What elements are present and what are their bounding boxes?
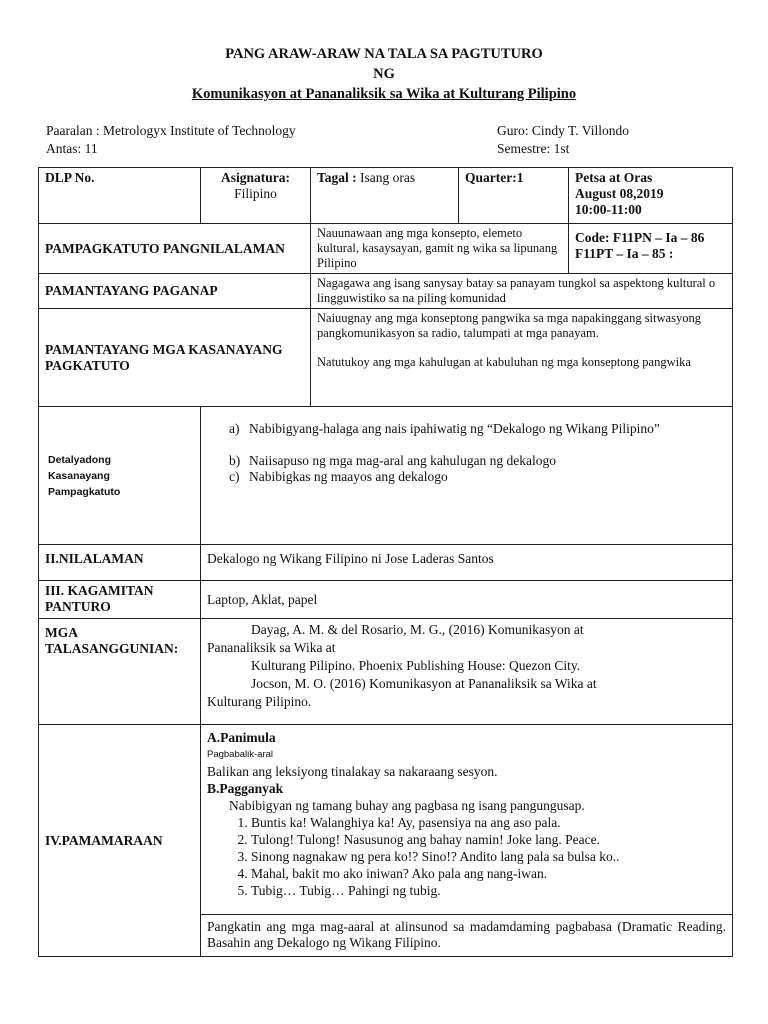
subject-label: Asignatura: xyxy=(220,170,290,185)
table-row xyxy=(39,168,733,224)
references-cell xyxy=(201,619,733,725)
references-label-cell xyxy=(39,619,201,725)
objective-a: Nabibigyang-halaga ang nais ipahiwatig ng “Dekalogo ng Wikang Pilipino” xyxy=(249,421,660,436)
lesson-plan-table xyxy=(38,167,733,957)
introduction-heading: A.Panimula xyxy=(207,730,276,745)
list-item: 5. Tubig… Tubig… Pahingi ng tubig. xyxy=(251,882,726,899)
procedure-label-cell xyxy=(39,725,201,957)
table-row xyxy=(39,725,733,915)
list-item: a) Nabibigyang-halaga ang nais ipahiwatig ng “Dekalogo ng Wikang Pilipino” xyxy=(229,421,660,436)
teacher-field: Guro: Cindy T. Villondo xyxy=(497,123,629,138)
quarter-label: Quarter:1 xyxy=(465,170,524,185)
objectives-cell xyxy=(201,407,733,545)
list-item: b) Naiisapuso ng mga mag-aral ang kahulugan ng dekalogo xyxy=(229,453,557,468)
reference-1-line-1: Dayag, A. M. & del Rosario, M. G., (2016) Komunikasyon at xyxy=(251,622,584,637)
date-time-cell xyxy=(569,168,733,224)
list-item: 4. Mahal, bakit mo ako iniwan? Ako pala ang nang-iwan. xyxy=(251,865,726,882)
document-title: PANG ARAW-ARAW NA TALA SA PAGTUTURO xyxy=(225,46,543,62)
content-standard-label-cell xyxy=(39,224,311,274)
table-row xyxy=(39,407,733,545)
references-label: MGA TALASANGGUNIAN: xyxy=(45,625,179,656)
table-row xyxy=(39,545,733,581)
competency-cell xyxy=(311,309,733,407)
objective-b: Naiisapuso ng mga mag-aral ang kahulugan ng dekalogo xyxy=(249,453,557,468)
materials-label: III. KAGAMITAN PANTURO xyxy=(45,583,154,614)
subject-cell xyxy=(201,168,311,224)
grouping-instruction: Pangkatin ang mga mag-aaral at alinsunod sa madamdaming pagbabasa (Dramatic Reading. Basahin ang Dekalogo ng Wikang Filipino. xyxy=(201,915,733,957)
reference-2-line-1: Jocson, M. O. (2016) Komunikasyon at Pananaliksik sa Wika at xyxy=(251,676,597,691)
competency-text-1: Naiuugnay ang mga konseptong pangwika sa mga napakinggang sitwasyong pangkomunikasyon sa radio, talumpati at mga panayam. xyxy=(317,311,701,340)
objective-c: Nabibigkas ng maayos ang dekalogo xyxy=(249,469,448,484)
date-time-label: Petsa at Oras xyxy=(575,170,653,185)
objectives-label: Detalyadong Kasanayang Pampagkatuto xyxy=(48,453,121,498)
dlp-cell xyxy=(39,168,201,224)
code-value: Code: F11PN – Ia – 86 F11PT – Ia – 85 : xyxy=(575,230,705,261)
table-row xyxy=(39,581,733,619)
dlp-label: DLP No. xyxy=(45,170,95,185)
motivation-list xyxy=(207,814,726,899)
list-item: 1. Buntis ka! Walanghiya ka! Ay, pasensiya na ang aso pala. xyxy=(251,814,726,831)
list-item: c) Nabibigkas ng maayos ang dekalogo xyxy=(229,469,448,484)
semester-field: Semestre: 1st xyxy=(497,141,570,156)
performance-standard-label-cell xyxy=(39,274,311,309)
content-text: Dekalogo ng Wikang Filipino ni Jose Laderas Santos xyxy=(201,545,733,581)
performance-standard-label: PAMANTAYANG PAGANAP xyxy=(45,283,218,298)
reference-2-line-2: Kulturang Pilipino. xyxy=(207,694,312,709)
competency-text-2: Natutukoy ang mga kahulugan at kabuluhan ng mga konseptong pangwika xyxy=(317,355,691,369)
review-text: Balikan ang leksiyong tinalakay sa nakaraang sesyon. xyxy=(207,764,498,779)
competency-label-cell xyxy=(39,309,311,407)
reference-1-line-2: Pananaliksik sa Wika at xyxy=(207,640,336,655)
date-value: August 08,2019 xyxy=(575,186,664,201)
content-label: II.NILALAMAN xyxy=(45,551,144,566)
table-row xyxy=(39,309,733,407)
document-title-connector: NG xyxy=(373,66,395,82)
grade-level-field: Antas: 11 xyxy=(46,141,98,156)
review-subheading: Pagbabalik-aral xyxy=(207,749,274,760)
content-standard-text: Nauunawaan ang mga konsepto, elemeto kultural, kasaysayan, gamit ng wika sa lipunang Pilipino xyxy=(311,224,569,274)
reference-1-line-3: Kulturang Pilipino. Phoenix Publishing House: Quezon City. xyxy=(251,658,581,673)
quarter-cell xyxy=(459,168,569,224)
table-row xyxy=(39,274,733,309)
content-label-cell xyxy=(39,545,201,581)
table-row xyxy=(39,619,733,725)
motivation-heading: B.Pagganyak xyxy=(207,781,284,796)
materials-text: Laptop, Aklat, papel xyxy=(201,581,733,619)
materials-label-cell xyxy=(39,581,201,619)
competency-label: PAMANTAYANG MGA KASANAYANG PAGKATUTO xyxy=(45,341,283,373)
school-field: Paaralan : Metrologyx Institute of Technology xyxy=(46,123,296,138)
duration-label: Tagal : xyxy=(317,170,357,185)
subject-title: Komunikasyon at Pananaliksik sa Wika at Kulturang Pilipino xyxy=(191,86,577,102)
objectives-label-cell xyxy=(39,407,201,545)
motivation-intro: Nabibigyan ng tamang buhay ang pagbasa ng isang pangungusap. xyxy=(229,798,585,813)
content-standard-label: PAMPAGKATUTO PANGNILALAMAN xyxy=(45,240,285,256)
duration-cell xyxy=(311,168,459,224)
procedure-label: IV.PAMAMARAAN xyxy=(45,832,163,848)
code-cell xyxy=(569,224,733,274)
list-item: 3. Sinong nagnakaw ng pera ko!? Sino!? Andito lang pala sa bulsa ko.. xyxy=(251,848,726,865)
duration-value: Isang oras xyxy=(356,170,416,185)
time-value: 10:00-11:00 xyxy=(575,202,642,217)
procedure-cell xyxy=(201,725,733,915)
subject-value: Filipino xyxy=(234,186,277,201)
list-item: 2. Tulong! Tulong! Nasusunog ang bahay namin! Joke lang. Peace. xyxy=(251,831,726,848)
performance-standard-text: Nagagawa ang isang sanysay batay sa panayam tungkol sa aspektong kultural o lingguwistiko sa na piling komunidad xyxy=(311,274,733,309)
table-row xyxy=(39,224,733,274)
